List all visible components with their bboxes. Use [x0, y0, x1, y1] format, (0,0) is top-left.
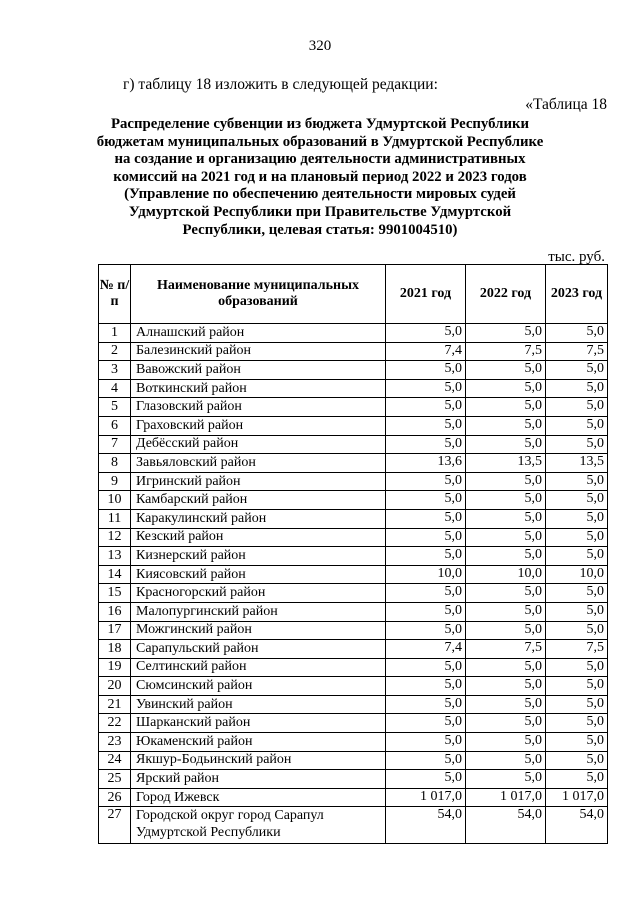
value-2023-cell: 5,0 — [546, 621, 608, 640]
municipality-name-cell: Можгинский район — [131, 621, 386, 640]
value-2021-cell: 5,0 — [386, 324, 466, 343]
value-2022-cell: 7,5 — [466, 342, 546, 361]
row-number-cell: 25 — [99, 770, 131, 789]
header-2023: 2023 год — [546, 265, 608, 324]
table-row — [99, 788, 608, 807]
value-2021-cell: 5,0 — [386, 491, 466, 510]
row-number-cell: 22 — [99, 714, 131, 733]
row-number-cell: 21 — [99, 695, 131, 714]
municipality-name-cell: Граховский район — [131, 416, 386, 435]
row-number-cell: 10 — [99, 491, 131, 510]
subsidy-table — [98, 264, 608, 844]
value-2022-cell: 5,0 — [466, 416, 546, 435]
table-row — [99, 584, 608, 603]
value-2022-cell: 5,0 — [466, 398, 546, 417]
table-row — [99, 528, 608, 547]
municipality-name-cell: Камбарский район — [131, 491, 386, 510]
value-2022-cell: 5,0 — [466, 361, 546, 380]
table-row — [99, 807, 608, 844]
value-2023-cell: 5,0 — [546, 770, 608, 789]
value-2023-cell: 5,0 — [546, 602, 608, 621]
value-2023-cell: 5,0 — [546, 491, 608, 510]
value-2021-cell: 5,0 — [386, 528, 466, 547]
value-2021-cell: 54,0 — [386, 807, 466, 844]
row-number-cell: 24 — [99, 751, 131, 770]
value-2023-cell: 1 017,0 — [546, 788, 608, 807]
value-2022-cell: 5,0 — [466, 324, 546, 343]
value-2021-cell: 5,0 — [386, 695, 466, 714]
header-num: № п/п — [99, 265, 131, 324]
value-2021-cell: 5,0 — [386, 416, 466, 435]
row-number-cell: 26 — [99, 788, 131, 807]
value-2023-cell: 54,0 — [546, 807, 608, 844]
value-2023-cell: 5,0 — [546, 658, 608, 677]
value-2023-cell: 5,0 — [546, 509, 608, 528]
municipality-name-cell: Игринский район — [131, 472, 386, 491]
row-number-cell: 8 — [99, 454, 131, 473]
title-line: бюджетам муниципальных образований в Удмуртской Республике — [96, 133, 544, 150]
municipality-name-cell: Завьяловский район — [131, 454, 386, 473]
municipality-name-cell: Балезинский район — [131, 342, 386, 361]
value-2021-cell: 7,4 — [386, 342, 466, 361]
municipality-name-cell: Кезский район — [131, 528, 386, 547]
table-row — [99, 658, 608, 677]
row-number-cell: 17 — [99, 621, 131, 640]
municipality-name-cell: Красногорский район — [131, 584, 386, 603]
value-2022-cell: 7,5 — [466, 640, 546, 659]
title-line: комиссий на 2021 год и на плановый период 2022 и 2023 годов — [113, 168, 527, 185]
table-row — [99, 677, 608, 696]
value-2023-cell: 5,0 — [546, 751, 608, 770]
value-2021-cell: 5,0 — [386, 509, 466, 528]
value-2022-cell: 5,0 — [466, 621, 546, 640]
table-row — [99, 509, 608, 528]
municipality-name-cell: Якшур-Бодьинский район — [131, 751, 386, 770]
value-2021-cell: 5,0 — [386, 435, 466, 454]
value-2021-cell: 7,4 — [386, 640, 466, 659]
table-row — [99, 547, 608, 566]
value-2022-cell: 5,0 — [466, 658, 546, 677]
value-2021-cell: 5,0 — [386, 751, 466, 770]
value-2023-cell: 5,0 — [546, 528, 608, 547]
value-2023-cell: 5,0 — [546, 677, 608, 696]
row-number-cell: 13 — [99, 547, 131, 566]
value-2021-cell: 5,0 — [386, 658, 466, 677]
value-2021-cell: 5,0 — [386, 584, 466, 603]
table-row — [99, 695, 608, 714]
value-2022-cell: 5,0 — [466, 528, 546, 547]
value-2022-cell: 10,0 — [466, 565, 546, 584]
value-2022-cell: 5,0 — [466, 733, 546, 752]
value-2022-cell: 5,0 — [466, 379, 546, 398]
value-2021-cell: 5,0 — [386, 602, 466, 621]
row-number-cell: 18 — [99, 640, 131, 659]
value-2023-cell: 5,0 — [546, 416, 608, 435]
row-number-cell: 3 — [99, 361, 131, 380]
value-2021-cell: 5,0 — [386, 733, 466, 752]
value-2023-cell: 5,0 — [546, 547, 608, 566]
table-row — [99, 751, 608, 770]
municipality-name-cell: Дебёсский район — [131, 435, 386, 454]
table-row — [99, 324, 608, 343]
table-row — [99, 565, 608, 584]
value-2023-cell: 5,0 — [546, 472, 608, 491]
value-2022-cell: 5,0 — [466, 435, 546, 454]
value-2021-cell: 5,0 — [386, 770, 466, 789]
row-number-cell: 12 — [99, 528, 131, 547]
row-number-cell: 4 — [99, 379, 131, 398]
table-row — [99, 416, 608, 435]
header-2021: 2021 год — [386, 265, 466, 324]
table-row — [99, 342, 608, 361]
value-2023-cell: 5,0 — [546, 324, 608, 343]
row-number-cell: 9 — [99, 472, 131, 491]
table-row — [99, 472, 608, 491]
municipality-name-cell: Сарапульский район — [131, 640, 386, 659]
value-2022-cell: 5,0 — [466, 584, 546, 603]
page-number: 320 — [308, 38, 332, 54]
value-2022-cell: 5,0 — [466, 547, 546, 566]
municipality-name-cell: Селтинский район — [131, 658, 386, 677]
value-2021-cell: 5,0 — [386, 472, 466, 491]
value-2021-cell: 5,0 — [386, 677, 466, 696]
value-2021-cell: 5,0 — [386, 379, 466, 398]
value-2022-cell: 54,0 — [466, 807, 546, 844]
row-number-cell: 23 — [99, 733, 131, 752]
row-number-cell: 11 — [99, 509, 131, 528]
value-2023-cell: 5,0 — [546, 695, 608, 714]
row-number-cell: 15 — [99, 584, 131, 603]
table-row — [99, 361, 608, 380]
title-line: Распределение субвенции из бюджета Удмуртской Республики — [110, 116, 530, 132]
document-title — [95, 116, 545, 239]
table-label: «Таблица 18 — [525, 96, 607, 113]
title-line: Удмуртской Республики при Правительстве Удмуртской — [128, 203, 512, 220]
title-line: на создание и организацию деятельности административных — [114, 151, 526, 168]
value-2022-cell: 13,5 — [466, 454, 546, 473]
value-2022-cell: 1 017,0 — [466, 788, 546, 807]
table-body — [99, 324, 608, 844]
row-number-cell: 27 — [99, 807, 131, 844]
header-name: Наименование муниципальных образований — [131, 265, 386, 324]
row-number-cell: 20 — [99, 677, 131, 696]
municipality-name-cell: Шарканский район — [131, 714, 386, 733]
header-2022: 2022 год — [466, 265, 546, 324]
value-2023-cell: 5,0 — [546, 733, 608, 752]
value-2021-cell: 5,0 — [386, 621, 466, 640]
row-number-cell: 2 — [99, 342, 131, 361]
value-2021-cell: 1 017,0 — [386, 788, 466, 807]
value-2023-cell: 10,0 — [546, 565, 608, 584]
value-2023-cell: 13,5 — [546, 454, 608, 473]
value-2022-cell: 5,0 — [466, 770, 546, 789]
municipality-name-cell: Ярский район — [131, 770, 386, 789]
value-2022-cell: 5,0 — [466, 491, 546, 510]
row-number-cell: 6 — [99, 416, 131, 435]
municipality-name-cell: Алнашский район — [131, 324, 386, 343]
table-row — [99, 733, 608, 752]
table-row — [99, 714, 608, 733]
title-line: (Управление по обеспечению деятельности мировых судей — [124, 186, 516, 203]
row-number-cell: 19 — [99, 658, 131, 677]
municipality-name-cell: Киясовский район — [131, 565, 386, 584]
table-row — [99, 454, 608, 473]
row-number-cell: 5 — [99, 398, 131, 417]
value-2021-cell: 5,0 — [386, 714, 466, 733]
value-2023-cell: 5,0 — [546, 361, 608, 380]
municipality-name-cell: Увинский район — [131, 695, 386, 714]
value-2023-cell: 5,0 — [546, 379, 608, 398]
table-header-row — [99, 265, 608, 324]
municipality-name-cell: Сюмсинский район — [131, 677, 386, 696]
value-2023-cell: 5,0 — [546, 584, 608, 603]
value-2023-cell: 5,0 — [546, 435, 608, 454]
value-2021-cell: 5,0 — [386, 361, 466, 380]
municipality-name-cell: Каракулинский район — [131, 509, 386, 528]
table-row — [99, 770, 608, 789]
value-2022-cell: 5,0 — [466, 677, 546, 696]
row-number-cell: 16 — [99, 602, 131, 621]
value-2022-cell: 5,0 — [466, 602, 546, 621]
value-2022-cell: 5,0 — [466, 472, 546, 491]
municipality-name-cell: Воткинский район — [131, 379, 386, 398]
municipality-name-cell: Вавожский район — [131, 361, 386, 380]
municipality-name-cell: Город Ижевск — [131, 788, 386, 807]
intro-text: г) таблицу 18 изложить в следующей редакции: — [123, 76, 438, 93]
value-2021-cell: 13,6 — [386, 454, 466, 473]
title-line: Республики, целевая статья: 9901004510) — [182, 221, 458, 238]
value-2021-cell: 5,0 — [386, 547, 466, 566]
municipality-name-cell: Кизнерский район — [131, 547, 386, 566]
value-2023-cell: 7,5 — [546, 342, 608, 361]
value-2021-cell: 10,0 — [386, 565, 466, 584]
value-2023-cell: 7,5 — [546, 640, 608, 659]
municipality-name-cell: Малопургинский район — [131, 602, 386, 621]
units-label: тыс. руб. — [548, 249, 605, 265]
table-row — [99, 435, 608, 454]
municipality-name-cell: Городской округ город Сарапул Удмуртской Республики — [131, 807, 386, 844]
value-2022-cell: 5,0 — [466, 509, 546, 528]
row-number-cell: 7 — [99, 435, 131, 454]
value-2022-cell: 5,0 — [466, 714, 546, 733]
table-row — [99, 602, 608, 621]
value-2022-cell: 5,0 — [466, 751, 546, 770]
table-row — [99, 379, 608, 398]
municipality-name-cell: Глазовский район — [131, 398, 386, 417]
table-row — [99, 398, 608, 417]
value-2022-cell: 5,0 — [466, 695, 546, 714]
table-row — [99, 491, 608, 510]
value-2023-cell: 5,0 — [546, 714, 608, 733]
value-2021-cell: 5,0 — [386, 398, 466, 417]
row-number-cell: 1 — [99, 324, 131, 343]
table-row — [99, 621, 608, 640]
row-number-cell: 14 — [99, 565, 131, 584]
municipality-name-cell: Юкаменский район — [131, 733, 386, 752]
value-2023-cell: 5,0 — [546, 398, 608, 417]
table-row — [99, 640, 608, 659]
